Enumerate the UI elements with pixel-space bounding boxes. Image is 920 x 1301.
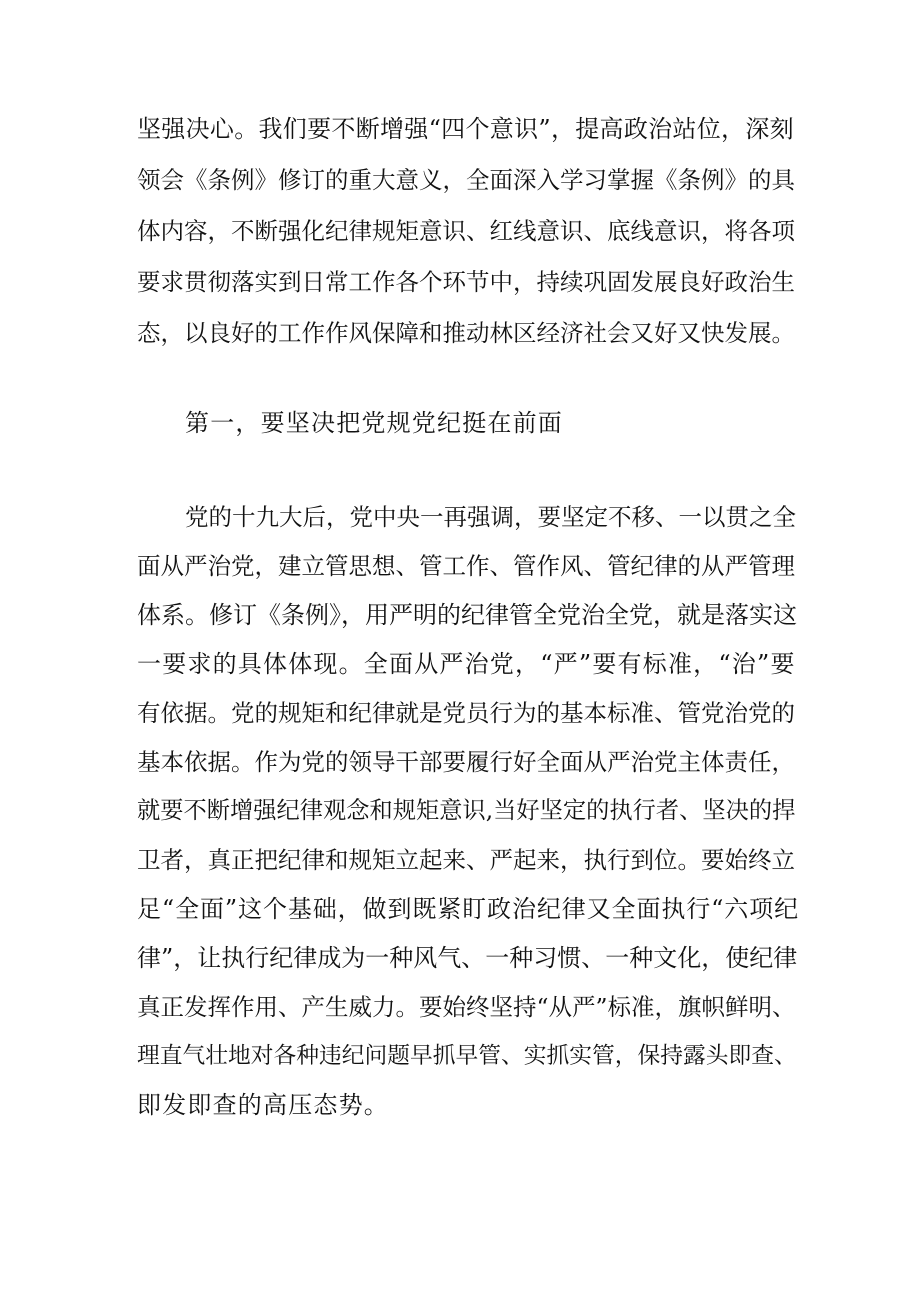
- paragraph-1-line-1: 党的十九大后，党中央一再强调，要坚定不移、一以贯之全: [185, 503, 796, 531]
- intro-paragraph-line-5: 态，以良好的工作作风保障和推动林区经济社会又好又快发展。: [137, 319, 795, 347]
- paragraph-1-line-7: 就要不断增强纪律观念和规矩意识,当好坚定的执行者、坚决的捍: [137, 797, 796, 824]
- intro-paragraph-line-4: 要求贯彻落实到日常工作各个环节中，持续巩固发展良好政治生: [137, 268, 795, 296]
- paragraph-1-line-4: 一要求的具体体现。全面从严治党，“严”要有标准，“治”要: [137, 650, 796, 678]
- intro-paragraph-line-1: 坚强决心。我们要不断增强“四个意识”，提高政治站位，深刻: [137, 115, 794, 143]
- intro-paragraph-line-2: 领会《条例》修订的重大意义，全面深入学习掌握《条例》的具: [137, 166, 795, 194]
- paragraph-1-line-12: 理直气壮地对各种违纪问题早抓早管、实抓实管，保持露头即查、: [137, 1043, 797, 1069]
- paragraph-1-line-2: 面从严治党，建立管思想、管工作、管作风、管纪律的从严管理: [137, 552, 795, 580]
- intro-paragraph-line-3: 体内容，不断强化纪律规矩意识、红线意识、底线意识，将各项: [137, 217, 795, 245]
- paragraph-1-line-6: 基本依据。作为党的领导干部要履行好全面从严治党主体责任，: [137, 748, 795, 776]
- paragraph-1-line-5: 有依据。党的规矩和纪律就是党员行为的基本标准、管党治党的: [137, 699, 795, 727]
- paragraph-1-line-9: 足“全面”这个基础，做到既紧盯政治纪律又全面执行“六项纪: [137, 895, 800, 923]
- section-heading-1: 第一，要坚决把党规党纪挺在前面: [185, 409, 563, 437]
- paragraph-1-line-13: 即发即查的高压态势。: [137, 1091, 389, 1119]
- paragraph-1-line-11: 真正发挥作用、产生威力。要始终坚持“从严”标准，旗帜鲜明、: [137, 993, 796, 1021]
- paragraph-1-line-3: 体系。修订《条例》，用严明的纪律管全党治全党，就是落实这: [137, 601, 797, 629]
- paragraph-1-line-10: 律”，让执行纪律成为一种风气、一种习惯、一种文化，使纪律: [137, 944, 798, 972]
- paragraph-1-line-8: 卫者，真正把纪律和规矩立起来、严起来，执行到位。要始终立: [137, 846, 795, 874]
